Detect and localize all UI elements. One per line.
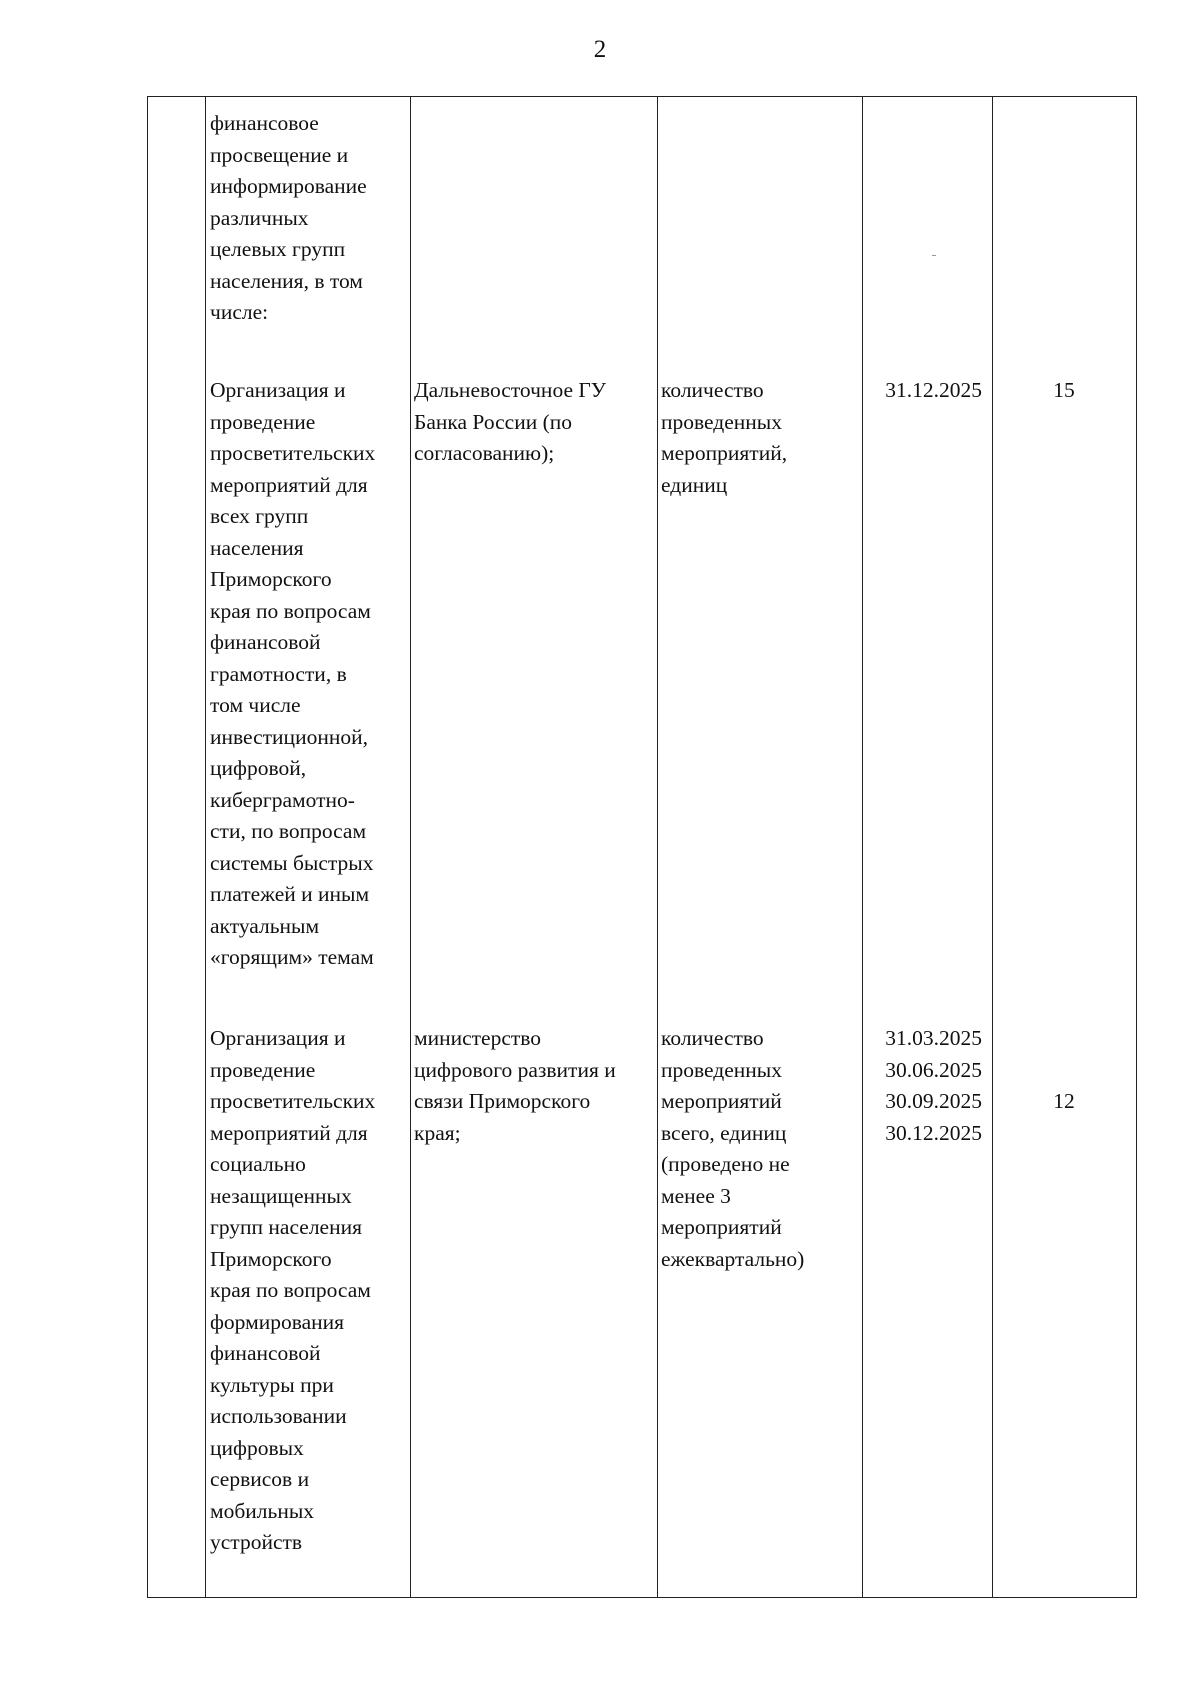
row-2-deadline: 31.12.2025 xyxy=(885,378,982,402)
row-3-executor: министерство цифрового развития и связи Приморского края; xyxy=(414,1026,616,1145)
column-divider-deadline xyxy=(992,97,993,1597)
row-2-event-name: Организация и проведение просветительских мероприятий для всех групп населения Приморского края по вопросам финансовой грамотности, в том числе инвестиционной, цифровой, кибергрaмотно- сти, по вопросам системы быстрых платежей и иным актуальным «горящим» темам xyxy=(210,378,376,969)
row-2-executor: Дальневосточное ГУ Банка России (по согласованию); xyxy=(414,378,607,465)
row-3-event-name: Организация и проведение просветительских мероприятий для социально незащищенных групп населения Приморского края по вопросам формирования финансовой культуры при использовании цифровых сервисов и мобильных устройств xyxy=(210,1026,376,1554)
scan-speck xyxy=(932,255,936,256)
row-2-indicator: количество проведенных мероприятий, единиц xyxy=(661,378,788,497)
row-3-deadline: 31.03.2025 30.06.2025 30.09.2025 30.12.2025 xyxy=(885,1026,982,1145)
row-1-event-name: финансовое просвещение и информирование различных целевых групп населения, в том числе: xyxy=(210,111,367,324)
row-2-value: 15 xyxy=(1053,378,1075,402)
row-3-indicator: количество проведенных мероприятий всего, единиц (проведено не менее 3 мероприятий ежеквартально) xyxy=(661,1026,805,1271)
column-divider-indicator xyxy=(862,97,863,1597)
row-3-value: 12 xyxy=(1053,1089,1075,1113)
page-number: 2 xyxy=(593,36,607,63)
column-divider-executor xyxy=(657,97,658,1597)
column-divider-name xyxy=(410,97,411,1597)
column-divider-number xyxy=(205,97,206,1597)
